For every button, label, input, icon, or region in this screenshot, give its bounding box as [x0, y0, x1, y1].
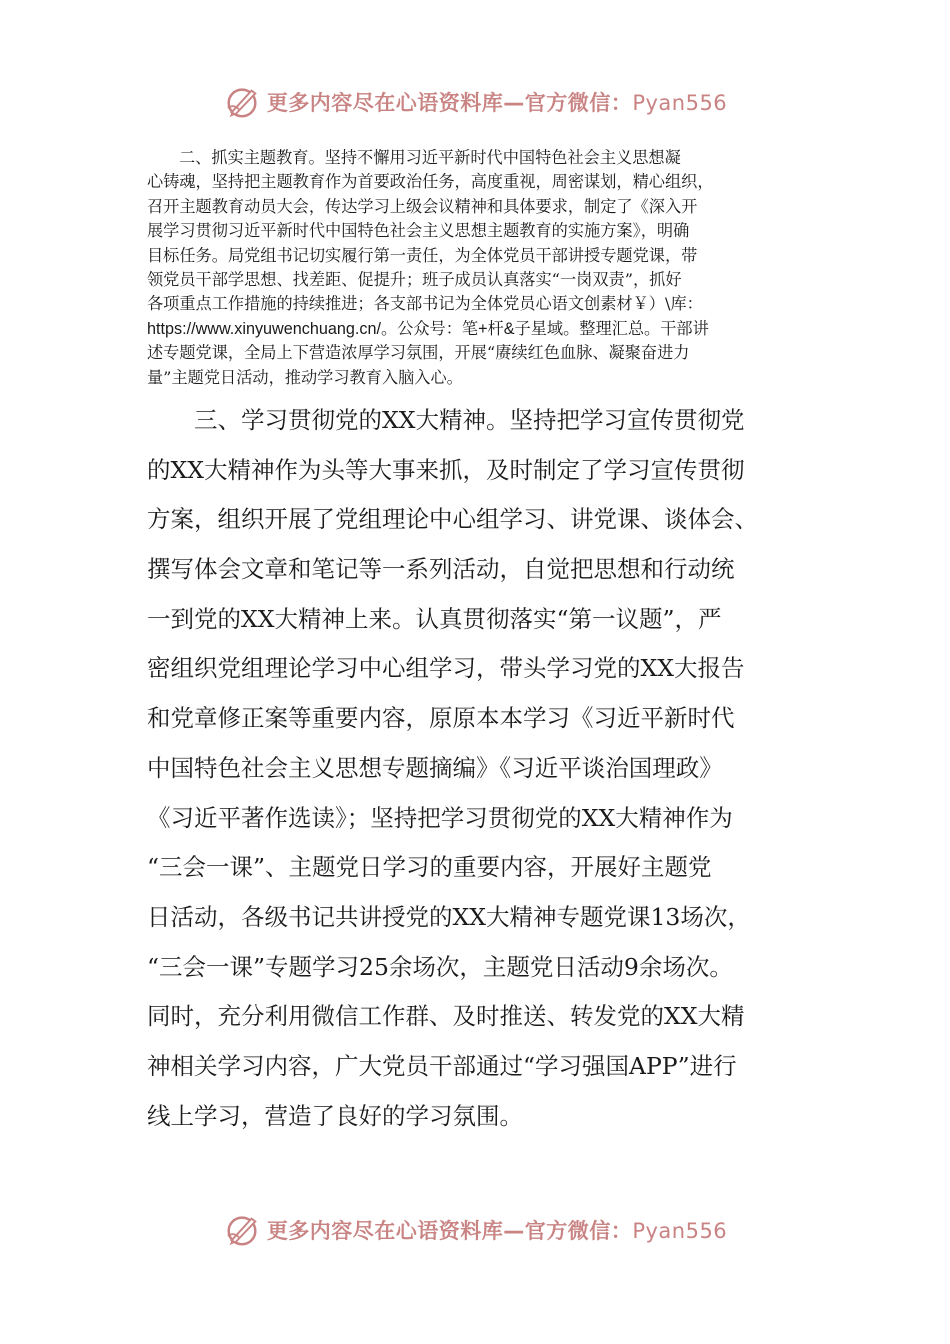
pen-logo-icon: [223, 83, 261, 121]
text-line: 心铸魂，坚持把主题教育作为首要政治任务，高度重视，周密谋划，精心组织，: [147, 172, 714, 192]
banner-slogan: 更多内容尽在心语资料库—官方微信：: [266, 91, 633, 115]
wechat-id: Pyan556: [632, 91, 728, 115]
pen-logo-icon: [223, 1211, 261, 1249]
text-line: 中国特色社会主义思想专题摘编》《习近平谈治国理政》: [147, 753, 723, 782]
text-line: 的XX大精神作为头等大事来抓，及时制定了学习宣传贯彻: [147, 455, 745, 484]
text-line: 目标任务。局党组书记切实履行第一责任，为全体党员干部讲授专题党课，带: [147, 245, 698, 265]
text-line: 领党员干部学思想、找差距、促提升；班子成员认真落实“一岗双责”，抓好: [147, 269, 682, 289]
section-two-paragraph: [147, 146, 807, 390]
text-line: 方案，组织开展了党组理论中心组学习、讲党课、谈体会、: [147, 505, 758, 534]
text-line: 和党章修正案等重要内容，原原本本学习《习近平新时代: [147, 704, 735, 733]
text-line: “三会一课”、主题党日学习的重要内容，开展好主题党: [147, 853, 712, 882]
text-line: 线上学习，营造了良好的学习氛围。: [147, 1101, 523, 1130]
wechat-id: Pyan556: [632, 1219, 728, 1243]
footer-banner: [0, 1208, 950, 1252]
text-line: 神相关学习内容，广大党员干部通过“学习强国APP”进行: [147, 1051, 737, 1080]
banner-slogan: 更多内容尽在心语资料库—官方微信：: [266, 1219, 633, 1243]
text-line: 述专题党课，全局上下营造浓厚学习氛围，开展“赓续红色血脉、凝聚奋进力: [147, 343, 690, 363]
text-line: 三、学习贯彻党的XX大精神。坚持把学习宣传贯彻党: [194, 406, 745, 434]
text-line: “三会一课”专题学习25余场次，主题党日活动9余场次。: [147, 952, 733, 981]
text-line: 同时，充分利用微信工作群、及时推送、转发党的XX大精: [147, 1002, 745, 1031]
section-three-paragraph: [147, 396, 807, 1141]
text-line: 一到党的XX大精神上来。认真贯彻落实“第一议题”，严: [147, 604, 722, 633]
banner-text: [267, 1215, 727, 1245]
text-line: 二、抓实主题教育。坚持不懈用习近平新时代中国特色社会主义思想凝: [179, 148, 681, 167]
text-line-url: https://www.xinyuwenchuang.cn/。公众号：笔+杆&子星域。整理汇总。干部讲: [147, 319, 709, 338]
text-line: 日活动，各级书记共讲授党的XX大精神专题党课13场次，: [147, 902, 751, 931]
header-banner: [0, 80, 950, 124]
text-line: 撰写体会文章和笔记等一系列活动，自觉把思想和行动统: [147, 555, 735, 584]
text-line: 量”主题党日活动，推动学习教育入脑入心。: [147, 367, 463, 387]
text-line: 密组织党组理论学习中心组学习，带头学习党的XX大报告: [147, 654, 745, 683]
text-line: 展学习贯彻习近平新时代中国特色社会主义思想主题教育的实施方案》，明确: [147, 221, 690, 241]
text-line: 召开主题教育动员大会，传达学习上级会议精神和具体要求，制定了《深入开: [147, 196, 698, 216]
banner-text: [267, 87, 727, 117]
text-line: 《习近平著作选读》；坚持把学习贯彻党的XX大精神作为: [147, 803, 733, 832]
text-line: 各项重点工作措施的持续推进；各支部书记为全体党员心语文创素材￥）\库：: [147, 294, 703, 314]
